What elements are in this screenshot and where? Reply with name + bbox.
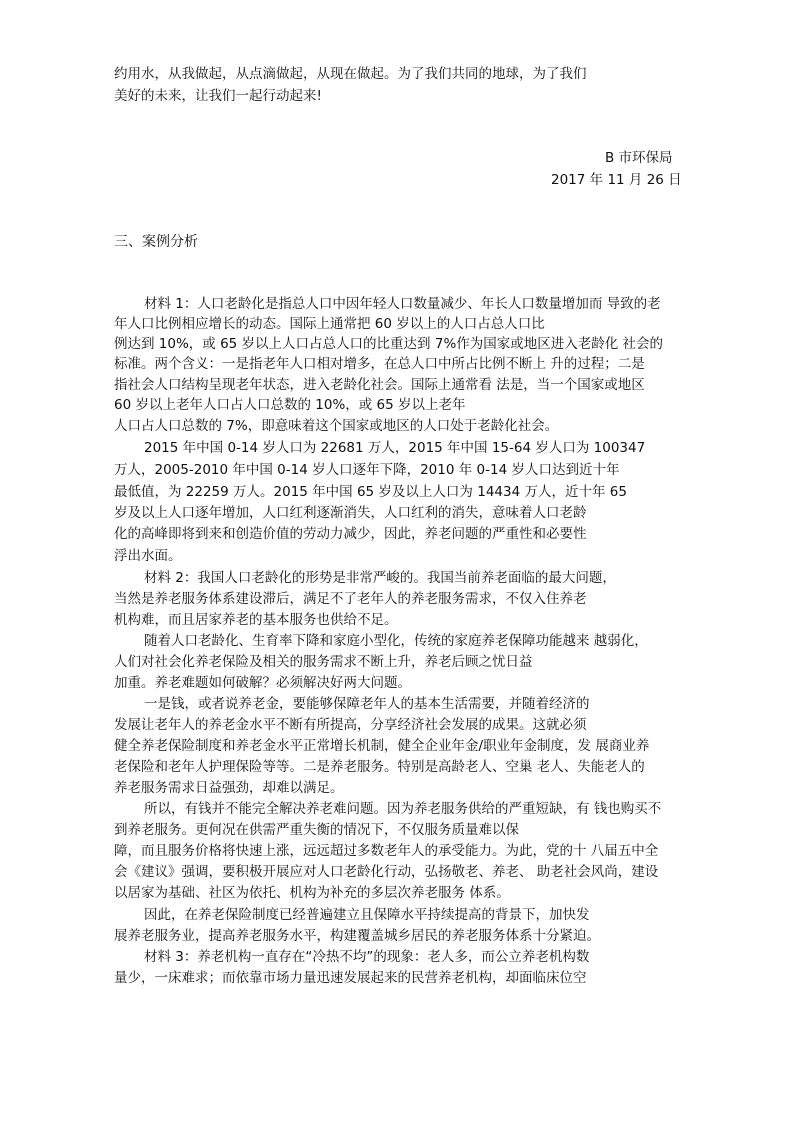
text-line: 美好的未来，让我们一起行动起来!	[114, 88, 322, 104]
section-heading: 三、案例分析	[114, 234, 198, 250]
paragraph-line: 万人，2005-2010 年中国 0-14 岁人口逐年下降，2010 年 0-14 岁人口达到近十年	[114, 462, 620, 478]
paragraph-line: 展养老服务业，提高养老服务水平，构建覆盖城乡居民的养老服务体系十分紧迫。	[114, 928, 600, 944]
paragraph-line: 岁及以上人口逐年增加，人口红利逐渐消失，人口红利的消失，意味着人口老龄	[114, 505, 587, 521]
paragraph-line: 当然是养老服务体系建设滞后，满足不了老年人的养老服务需求，不仅入住养老	[114, 591, 587, 607]
text-line: 约用水，从我做起，从点滴做起，从现在做起。为了我们共同的地球，为了我们	[114, 66, 587, 82]
paragraph-line: 化的高峰即将到来和创造价值的劳动力减少，因此，养老问题的严重性和必要性	[114, 526, 587, 542]
paragraph-line: 60 岁以上老年人口占人口总数的 10%，或 65 岁以上老年	[114, 397, 466, 413]
paragraph-line: 到养老服务。更何况在供需严重失衡的情况下，不仅服务质量难以保	[114, 822, 519, 838]
paragraph-line: 例达到 10%，或 65 岁以上人口占总人口的比重达到 7%作为国家或地区进入老龄化 社会的	[114, 336, 664, 352]
paragraph-line: 人口占人口总数的 7%，即意味着这个国家或地区的人口处于老龄化社会。	[114, 418, 559, 434]
paragraph-line: 加重。养老难题如何破解？必须解决好两大问题。	[114, 675, 411, 691]
paragraph-line: 随着人口老龄化、生育率下降和家庭小型化，传统的家庭养老保障功能越来 越弱化，	[144, 633, 648, 649]
paragraph-line: 老保险和老年人护理保险等等。二是养老服务。特别是高龄老人、空巢 老人、失能老人的	[114, 759, 645, 775]
paragraph-line: 养老服务需求日益强劲，却难以满足。	[114, 780, 344, 796]
paragraph-line: 所以，有钱并不能完全解决养老难问题。因为养老服务供给的严重短缺，有 钱也购买不	[144, 801, 662, 817]
paragraph-line: 一是钱，或者说养老金，要能够保障老年人的基本生活需要，并随着经济的	[144, 696, 590, 712]
paragraph-line: 2015 年中国 0-14 岁人口为 22681 万人，2015 年中国 15-64 岁人口为 100347	[144, 440, 646, 456]
signature-date: 2017 年 11 月 26 日	[551, 172, 682, 188]
paragraph-line: 机构难，而且居家养老的基本服务也供给不足。	[114, 612, 398, 628]
paragraph-line: 最低值，为 22259 万人。2015 年中国 65 岁及以上人口为 14434 万人，近十年 65	[114, 484, 627, 500]
paragraph-line: 量少，一床难求；而依靠市场力量迅速发展起来的民营养老机构，却面临床位空	[114, 970, 587, 986]
paragraph-line: 年人口比例相应增长的动态。国际上通常把 60 岁以上的人口占总人口比	[114, 316, 545, 332]
paragraph-line: 人们对社会化养老保险及相关的服务需求不断上升，养老后顾之忧日益	[114, 654, 533, 670]
paragraph-line: 以居家为基础、社区为依托、机构为补充的多层次养老服务 体系。	[114, 885, 510, 901]
paragraph-line: 因此，在养老保险制度已经普遍建立且保障水平持续提高的背景下，加快发	[144, 907, 590, 923]
paragraph-line: 标准。两个含义：一是指老年人口相对增多，在总人口中所占比例不断上 升的过程；二是	[114, 356, 645, 372]
paragraph-line: 浮出水面。	[114, 548, 182, 564]
paragraph-line: 发展让老年人的养老金水平不断有所提高，分享经济社会发展的成果。这就必须	[114, 717, 587, 733]
paragraph-line: 健全养老保险制度和养老金水平正常增长机制，健全企业年金/职业年金制度，发 展商业养	[114, 738, 650, 754]
paragraph-line: 会《建议》强调，要积极开展应对人口老龄化行动，弘扬敬老、养老、 助老社会风尚，建设	[114, 864, 659, 880]
paragraph-line: 材料 3：养老机构一直存在“冷热不均”的现象：老人多，而公立养老机构数	[144, 949, 590, 965]
paragraph-line: 材料 2：我国人口老龄化的形势是非常严峻的。我国当前养老面临的最大问题，	[144, 570, 616, 586]
paragraph-line: 障，而且服务价格将快速上涨，远远超过多数老年人的承受能力。为此，党的十 八届五中全	[114, 843, 659, 859]
paragraph-line: 指社会人口结构呈现老年状态，进入老龄化社会。国际上通常看 法是，当一个国家或地区	[114, 377, 645, 393]
signature-org: B 市环保局	[605, 150, 673, 166]
paragraph-line: 材料 1：人口老龄化是指总人口中因年轻人口数量减少、年长人口数量增加而 导致的老	[144, 296, 661, 312]
